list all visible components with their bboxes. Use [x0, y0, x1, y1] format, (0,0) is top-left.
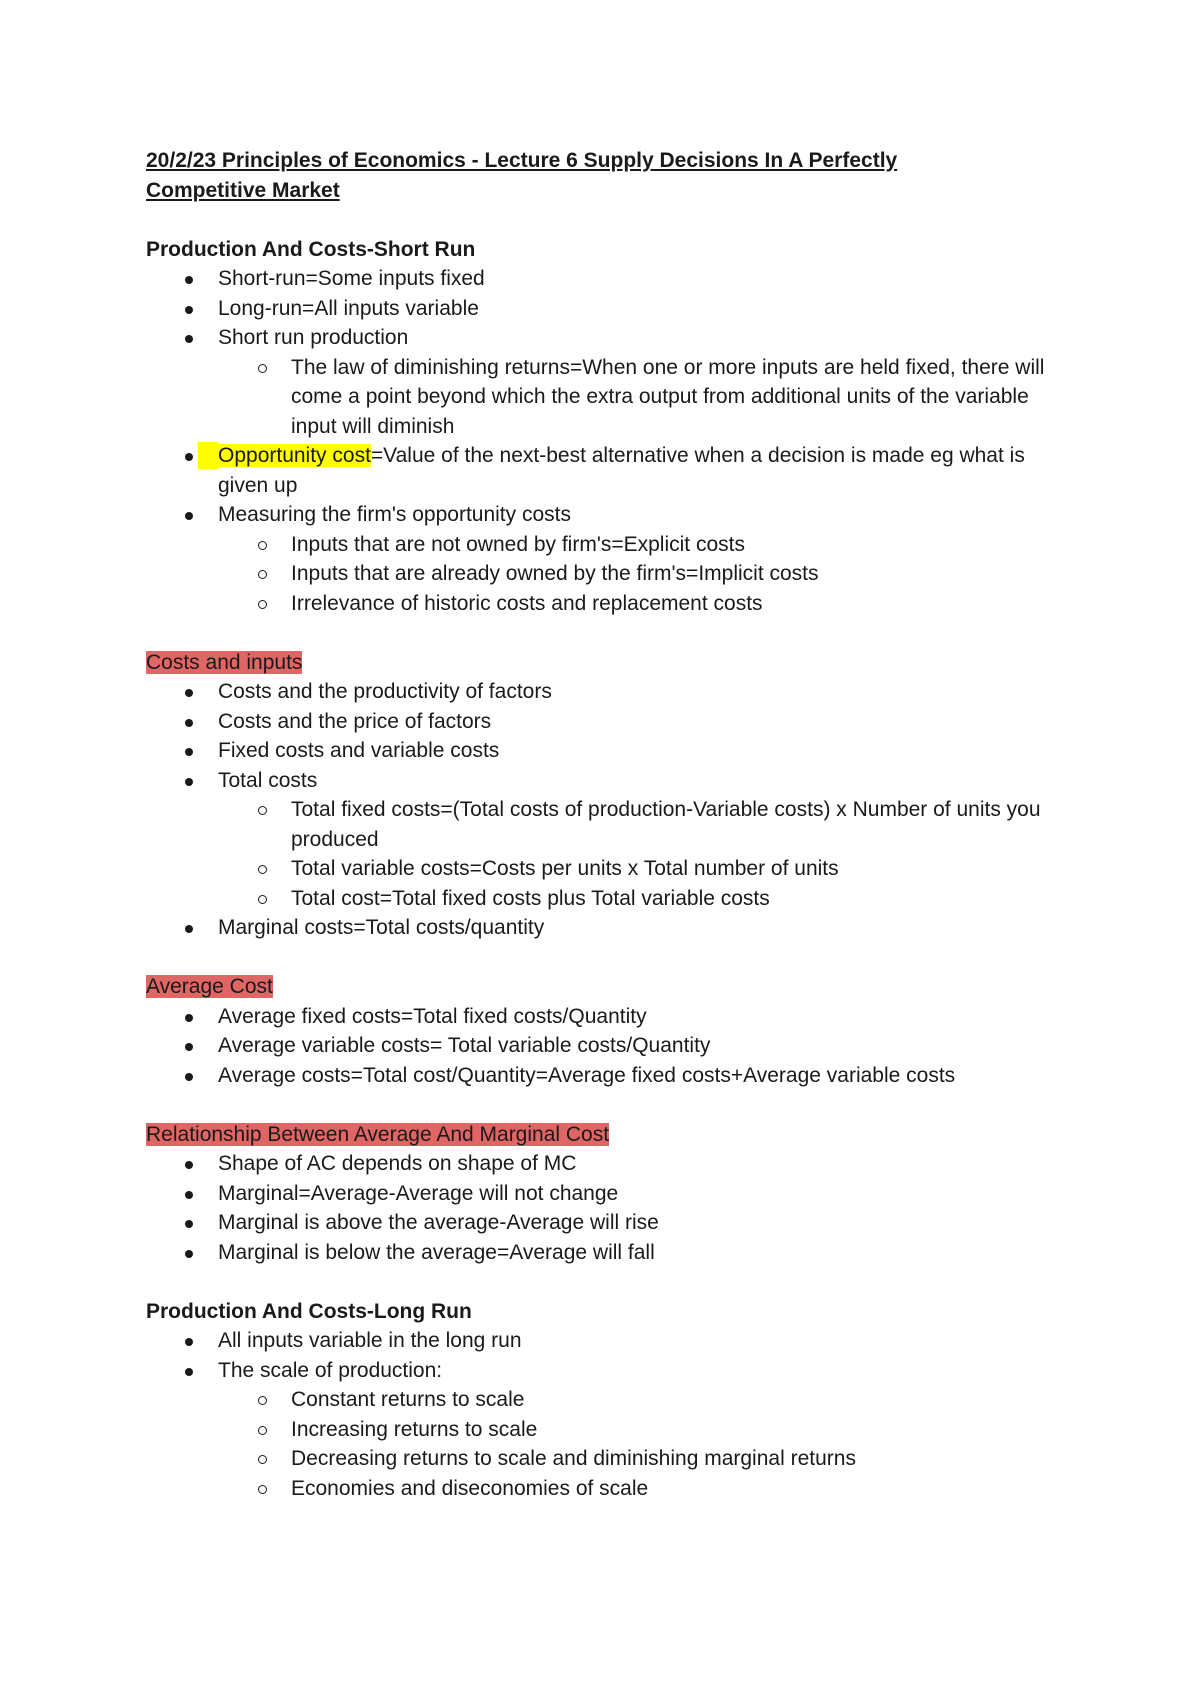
title-line-2: Competitive Market — [146, 178, 340, 202]
list-item: Fixed costs and variable costs — [218, 736, 1066, 766]
section-heading-long-run: Production And Costs-Long Run — [146, 1299, 472, 1323]
bullet-icon — [185, 1014, 193, 1022]
bullet-list — [146, 1149, 1066, 1267]
list-item: Long-run=All inputs variable — [218, 294, 1066, 324]
bullet-list — [146, 1326, 1066, 1503]
sub-bullet-list — [218, 1385, 1066, 1503]
document-page — [146, 146, 1066, 1503]
bullet-icon — [185, 276, 193, 284]
sub-bullet-list — [218, 530, 1066, 619]
hollow-bullet-icon — [258, 600, 267, 609]
list-item: Marginal=Average-Average will not change — [218, 1179, 1066, 1209]
list-item: Marginal is above the average-Average will rise — [218, 1208, 1066, 1238]
sub-bullet-list — [218, 795, 1066, 913]
section-average-marginal — [146, 1120, 1066, 1268]
hollow-bullet-icon — [258, 1396, 267, 1405]
hollow-bullet-icon — [258, 541, 267, 550]
sub-list-item: Inputs that are already owned by the firm's=Implicit costs — [291, 559, 1066, 589]
list-item: Average costs=Total cost/Quantity=Average fixed costs+Average variable costs — [218, 1061, 1066, 1091]
bullet-icon — [185, 1161, 193, 1169]
bullet-icon — [185, 748, 193, 756]
bullet-icon — [185, 1073, 193, 1081]
section-costs-inputs — [146, 648, 1066, 943]
list-item: Average variable costs= Total variable costs/Quantity — [218, 1031, 1066, 1061]
list-item: Marginal costs=Total costs/quantity — [218, 913, 1066, 943]
sub-list-item: Total fixed costs=(Total costs of production-Variable costs) x Number of units you produced — [291, 795, 1066, 854]
section-heading-short-run: Production And Costs-Short Run — [146, 237, 476, 261]
hollow-bullet-icon — [258, 1485, 267, 1494]
list-item: The scale of production: Constant returns to scale Increasing returns to scale Decreasing returns to scale and diminishing marginal returns Economies and diseconomies of scale — [218, 1356, 1066, 1504]
section-heading-average-cost: Average Cost — [146, 975, 273, 998]
bullet-icon — [185, 689, 193, 697]
bullet-icon — [185, 1368, 193, 1376]
sub-bullet-list — [218, 353, 1066, 442]
section-average-cost — [146, 972, 1066, 1090]
sub-list-item: Economies and diseconomies of scale — [291, 1474, 1066, 1504]
section-short-run — [146, 235, 1066, 619]
sub-list-item: Decreasing returns to scale and diminishing marginal returns — [291, 1444, 1066, 1474]
bullet-icon — [185, 1220, 193, 1228]
bullet-icon — [185, 925, 193, 933]
list-item: Measuring the firm's opportunity costs Inputs that are not owned by firm's=Explicit costs Inputs that are already owned by the firm's=Implicit costs Irrelevance of historic costs and replacement costs — [218, 500, 1066, 618]
sub-list-item: Total variable costs=Costs per units x Total number of units — [291, 854, 1066, 884]
section-heading-costs-inputs: Costs and inputs — [146, 650, 303, 674]
sub-list-item: Irrelevance of historic costs and replacement costs — [291, 589, 1066, 619]
hollow-bullet-icon — [258, 570, 267, 579]
list-item: Costs and the price of factors — [218, 707, 1066, 737]
bullet-list — [146, 677, 1066, 943]
bullet-icon — [185, 1043, 193, 1051]
sub-list-item: Inputs that are not owned by firm's=Explicit costs — [291, 530, 1066, 560]
bullet-list — [146, 1002, 1066, 1091]
hollow-bullet-icon — [258, 364, 267, 373]
section-long-run — [146, 1297, 1066, 1504]
bullet-icon — [185, 1250, 193, 1258]
hollow-bullet-icon — [258, 865, 267, 874]
highlighted-term: Opportunity cost — [218, 444, 371, 467]
section-heading-average-marginal: Relationship Between Average And Marginal Cost — [146, 1122, 610, 1146]
sub-list-item: Constant returns to scale — [291, 1385, 1066, 1415]
hollow-bullet-icon — [258, 806, 267, 815]
list-item: Total costs Total fixed costs=(Total costs of production-Variable costs) x Number of units you produced Total variable costs=Costs per units x Total number of units Total cost=Total fixed costs plus Total variable costs — [218, 766, 1066, 914]
hollow-bullet-icon — [258, 1455, 267, 1464]
bullet-list — [146, 264, 1066, 618]
sub-list-item: Total cost=Total fixed costs plus Total variable costs — [291, 884, 1066, 914]
sub-list-item: The law of diminishing returns=When one or more inputs are held fixed, there will come a point beyond which the extra output from additional units of the variable input will diminish — [291, 353, 1066, 442]
bullet-icon — [185, 719, 193, 727]
title-line-1: 20/2/23 Principles of Economics - Lecture 6 Supply Decisions In A Perfectly — [146, 149, 898, 172]
bullet-icon — [185, 512, 193, 520]
list-item: All inputs variable in the long run — [218, 1326, 1066, 1356]
list-item: Costs and the productivity of factors — [218, 677, 1066, 707]
bullet-icon — [185, 778, 193, 786]
bullet-icon — [185, 1338, 193, 1346]
list-item: Short-run=Some inputs fixed — [218, 264, 1066, 294]
bullet-icon — [185, 1191, 193, 1199]
list-item: Shape of AC depends on shape of MC — [218, 1149, 1066, 1179]
sub-list-item: Increasing returns to scale — [291, 1415, 1066, 1445]
list-item: Marginal is below the average=Average will fall — [218, 1238, 1066, 1268]
bullet-icon — [185, 453, 193, 461]
list-item: Short run production The law of diminishing returns=When one or more inputs are held fixed, there will come a point beyond which the extra output from additional units of the variable input will diminish — [218, 323, 1066, 441]
document-title — [146, 146, 1066, 205]
bullet-icon — [185, 306, 193, 314]
list-item-opportunity-cost: Opportunity cost=Value of the next-best alternative when a decision is made eg what is given up — [218, 441, 1066, 500]
hollow-bullet-icon — [258, 1426, 267, 1435]
hollow-bullet-icon — [258, 895, 267, 904]
bullet-icon — [185, 335, 193, 343]
list-item: Average fixed costs=Total fixed costs/Quantity — [218, 1002, 1066, 1032]
